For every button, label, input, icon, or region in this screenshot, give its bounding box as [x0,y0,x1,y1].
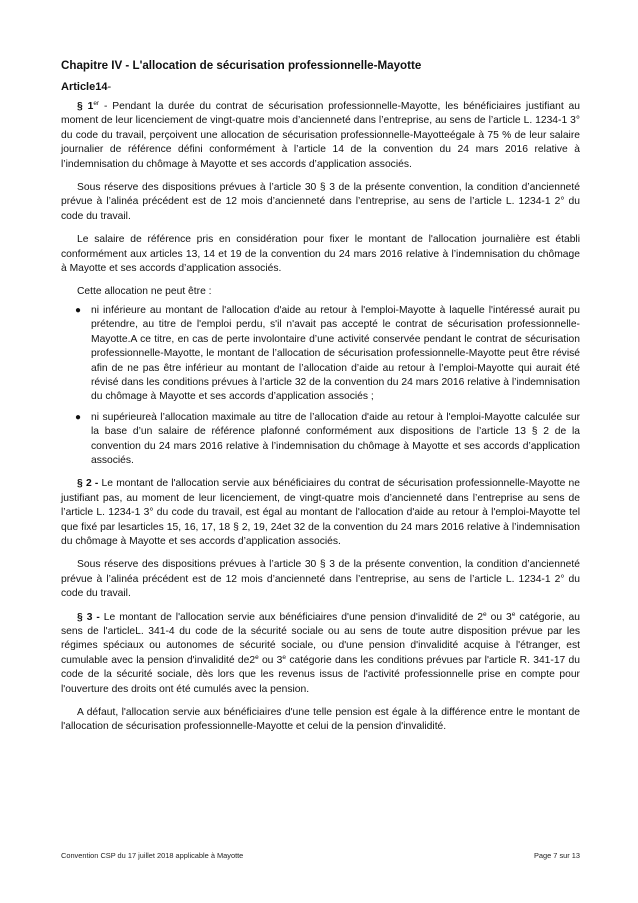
paragraph-salaire-reference: Le salaire de référence pris en considération pour fixer le montant de l'allocation journalière est établi conformément aux articles 13, 14 et 19 de la convention du 24 mars 2016 relative à l’indemnisation du chômage à Mayotte et ses accords d’application associés. [61,234,580,275]
paragraph-anciennete-2: Sous réserve des dispositions prévues à l’article 30 § 3 de la présente convention, la condition d’ancienneté prévue à l’alinéa précédent est de 12 mois d’ancienneté dans l’entreprise, au sens de l’article L. 1234-1 2° du code du travail. [61,559,580,600]
article-dash: - [107,81,112,93]
bullet-icon: ● [75,304,82,316]
footer-title: Convention CSP du 17 juillet 2018 applicable à Mayotte [61,851,244,860]
section-2-label: § 2 - [77,478,99,490]
page-number: Page 7 sur 13 [533,851,580,860]
list-item [61,304,580,405]
section-2-text: Le montant de l'allocation servie aux bénéficiaires du contrat de sécurisation professionnelle-Mayotte ne justifiant pas, au moment de leur licenciement, de vingt-quatre mois d’ancienneté dans l’entreprise au sens de l’article L. 1234-1 3° du code du travail, est égal au montant de l'allocation d'aide au retour à l'emploi-Mayotte tel que fixé par lesarticles 15, 16, 17, 18 § 2, 19, 24et 32 de la convention du 24 mars 2016 relative à l’indemnisation du chômage à Mayotte et ses accords d’application associés. [61,478,580,547]
section-3-text-e: catégorie dans les conditions prévues par l'article R. 341-17 du code de la sécurité sociale, dès lors que les revenus issus de l'activité professionnelle prise en compte pour l'ouverture des droits ont été cumulés avec la pension. [61,654,581,695]
section-3-text-c: catégorie, au sens de l'articleL. 341-4 du code de la sécurité sociale ou au sens de toute autre disposition prévue par les régimes spéciaux ou autonomes de sécurité sociale, ou d'une pension d'invalidité acquise à l'étranger, est cumulable avec la pension d'invalidité de2 [61,611,580,666]
paragraph-anciennete-1: Sous réserve des dispositions prévues à l’article 30 § 3 de la présente convention, la condition d’ancienneté prévue à l’alinéa précédent est de 12 mois d’ancienneté dans l’entreprise, au sens de l’article L. 1234-1 2° du code du travail. [61,182,580,222]
section-3-text-d: ou 3 [258,654,283,666]
list-item [61,411,580,469]
paragraph-section-1 [61,100,580,172]
paragraph-cette-allocation: Cette allocation ne peut être : [77,286,212,298]
section-3-sup-4: e [282,653,287,661]
paragraph-section-3 [61,611,580,697]
article-label: Article14 [61,81,108,93]
article-heading [61,80,580,95]
list-item-text: ni supérieureà l’allocation maximale au titre de l’allocation d'aide au retour à l'emploi-Mayotte calculée sur la base d’un salaire de référence plafonné conformément aux dispositions de l’article 13 § 2 de la convention du 24 mars 2016 relative à l’indemnisation du chômage à Mayotte et ses accords d’application associés. [91,411,580,466]
paragraph-a-defaut: A défaut, l'allocation servie aux bénéficiaires d'une telle pension est égale à la différence entre le montant de l'allocation de sécurisation professionnelle-Mayotte et celui de la pension d'invalidité. [61,707,580,733]
bullet-list [61,304,580,468]
section-1-sup: er [93,100,100,107]
section-3-sup-2: e [511,610,516,618]
section-3-label: § 3 - [77,611,100,623]
section-1-label: § 1 [77,101,94,112]
paragraph-section-2 [61,477,580,549]
list-item-text: ni inférieure au montant de l'allocation d'aide au retour à l'emploi-Mayotte à laquelle l'intéressé aurait pu prétendre, au titre de l'emploi perdu, s'il n'avait pas accepté le contrat de sécurisation professionnelle-Mayotte.A ce titre, en cas de perte involontaire d’une activité conservée pendant le contrat de sécurisation professionnelle-Mayotte, le montant de l’allocation de sécurisation professionnelle-Mayotte peut être révisé afin de ne pas être inférieur au montant de l’allocation d’aide au retour à l’emploi-Mayotte qui aurait été révisé dans les conditions prévues à l’article 32 de la convention du 24 mars 2016 relative à l’indemnisation du chômage à Mayotte et ses accords d’application associés ; [91,304,580,403]
section-3-text-b: ou 3 [486,611,512,623]
chapter-title: Chapitre IV - L'allocation de sécurisation professionnelle-Mayotte [61,59,422,72]
section-1-text: - Pendant la durée du contrat de sécurisation professionnelle-Mayotte, les bénéficiaires justifiant au moment de leur licenciement de vingt-quatre mois d’ancienneté dans l’entreprise, au sens de l’article L. 1234-1 3° du code du travail, perçoivent une allocation de sécurisation professionnelle-Mayotteégale à 75 % de leur salaire journalier de référence défini conformément à l’article 14 de la convention du 24 mars 2016 relative à l’indemnisation du chômage à Mayotte et ses accords d’application associés. [61,101,580,170]
section-3-sup-3: e [255,653,259,661]
section-3-text-a: Le montant de l'allocation servie aux bénéficiaires d'une pension d'invalidité de 2 [99,611,484,623]
page-footer [61,851,580,860]
section-3-sup-1: e [483,610,487,618]
bullet-icon: ● [75,411,82,423]
